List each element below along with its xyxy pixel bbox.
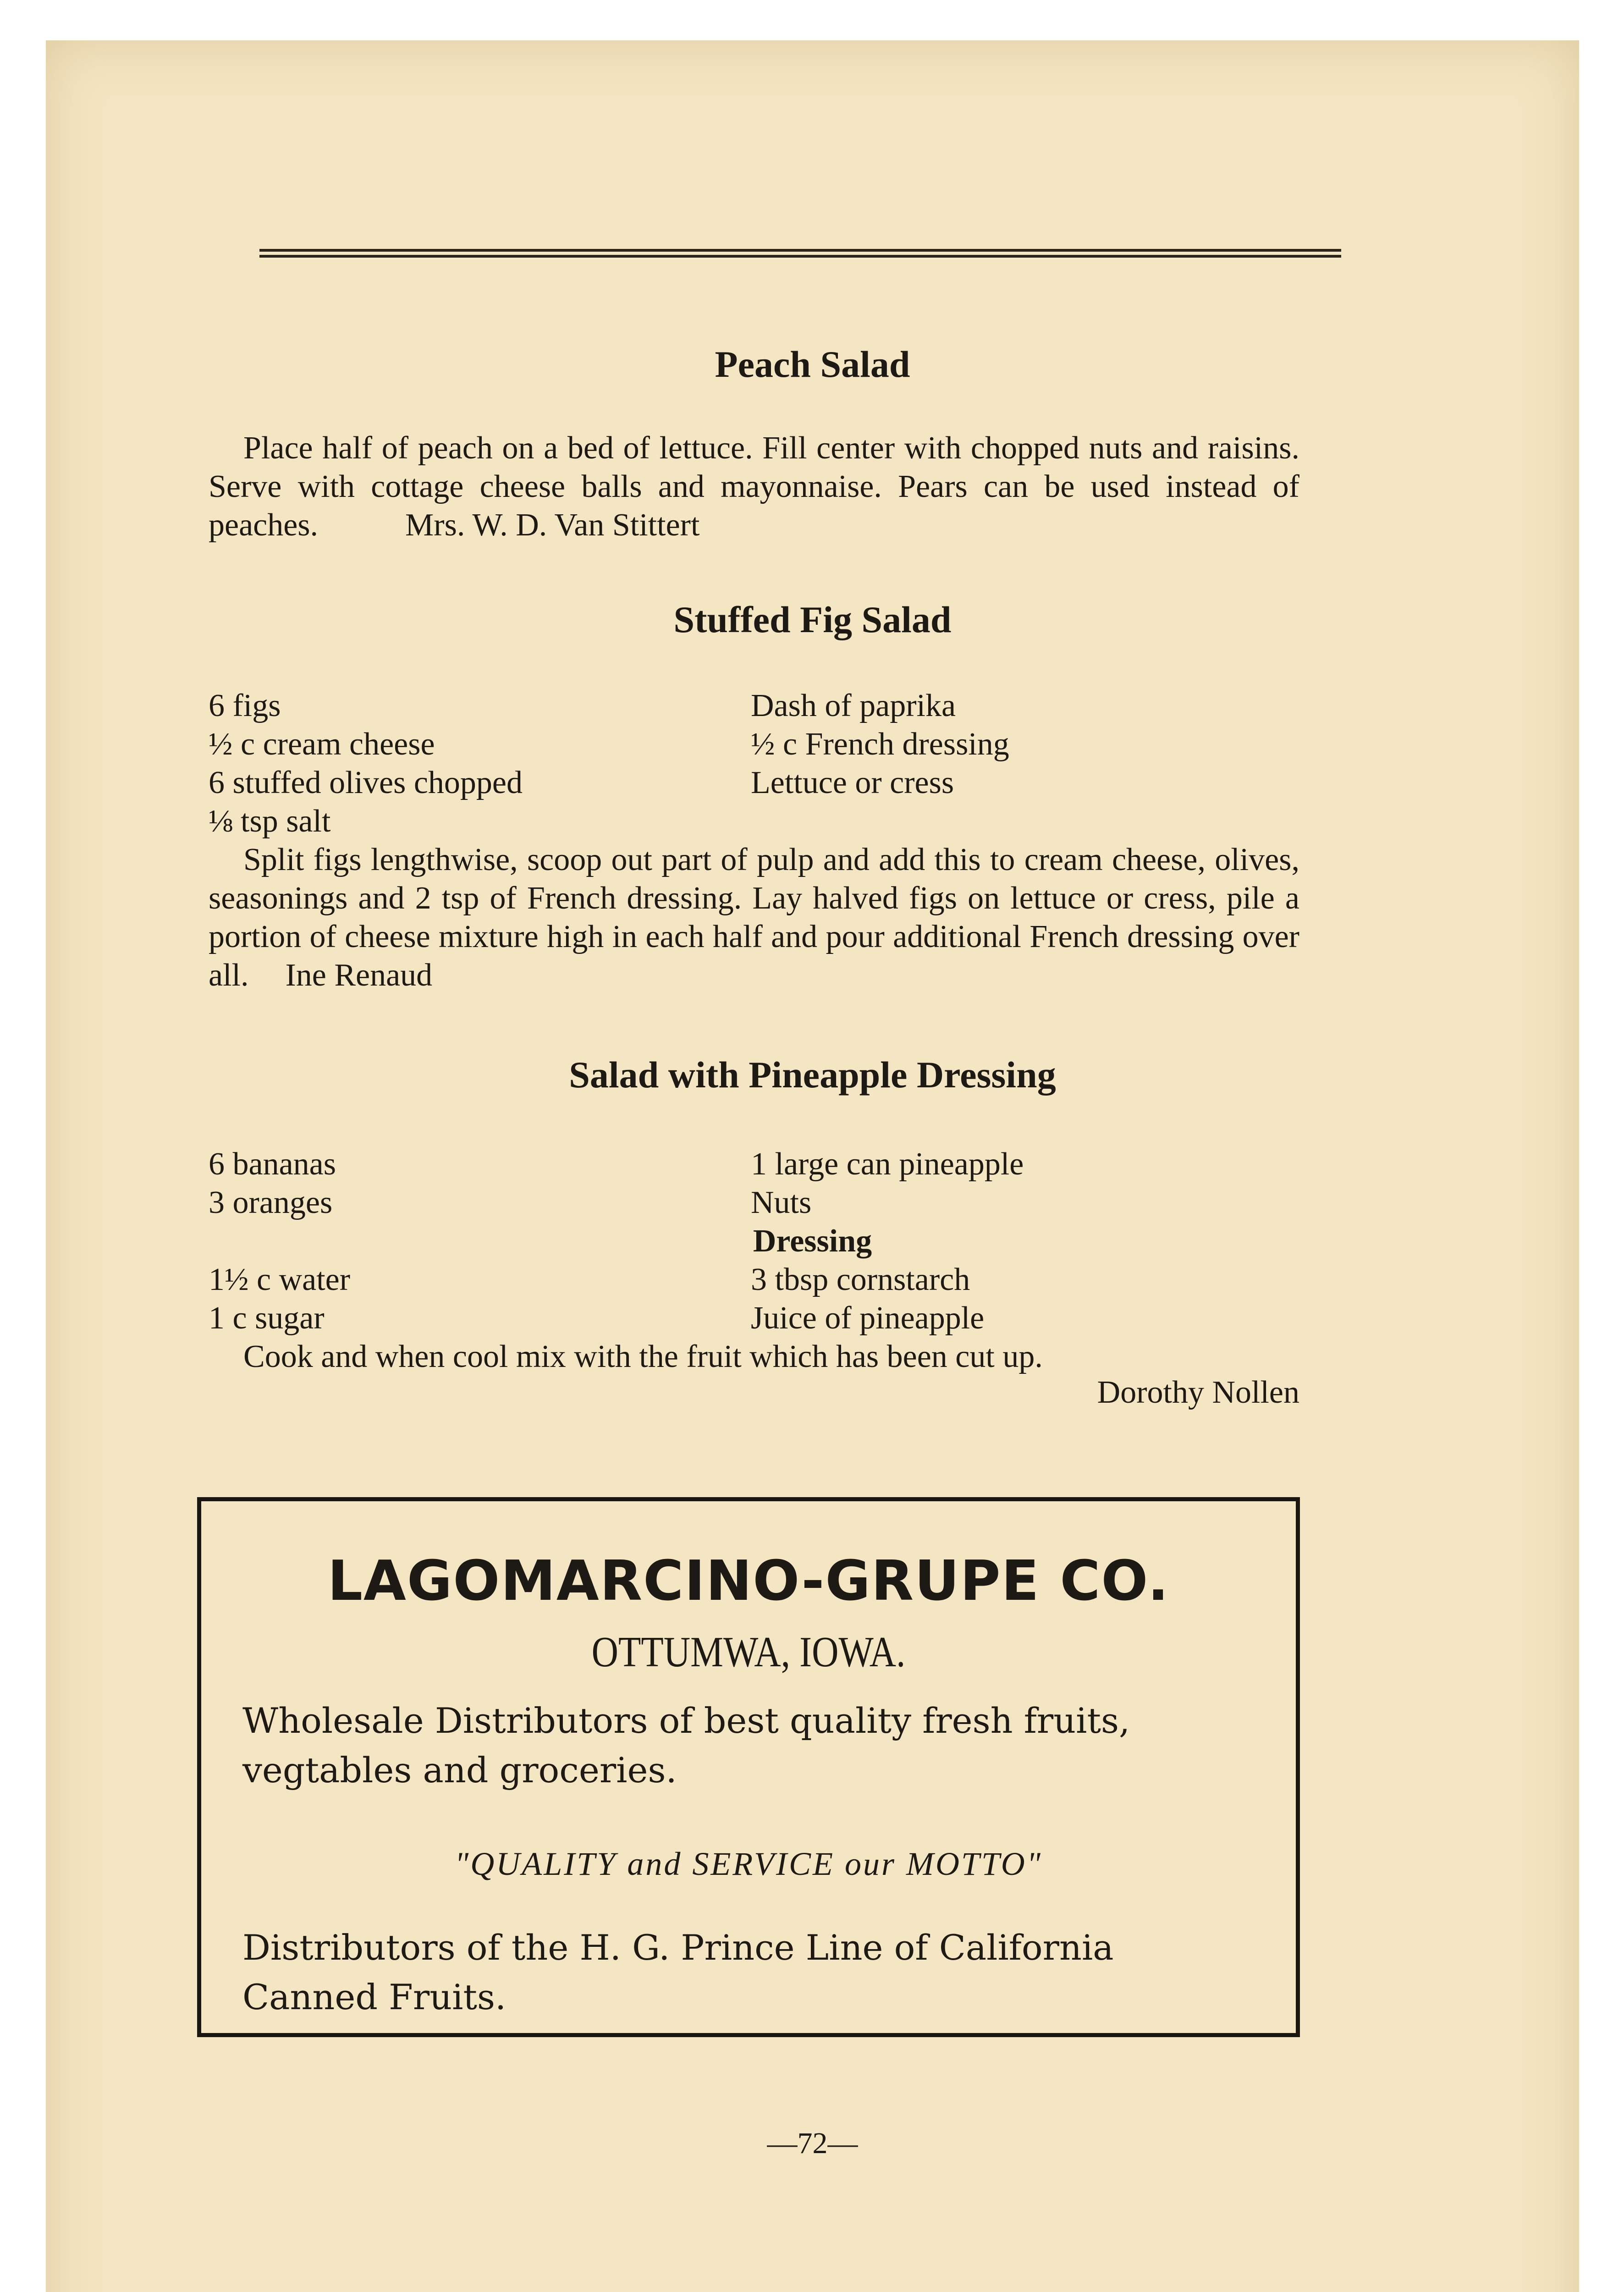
top-double-rule bbox=[259, 249, 1341, 252]
ad-company-name: LAGOMARCINO-GRUPE CO. bbox=[327, 1549, 1170, 1613]
ad-description: Wholesale Distributors of best quality fresh fruits, vegtables and groceries. bbox=[242, 1700, 1130, 1791]
fig-ingredient: 6 stuffed olives chopped bbox=[209, 765, 523, 800]
fig-salad-instructions: Split figs lengthwise, scoop out part of pulp and add this to cream cheese, olives, seasonings and 2 tsp of French dressing. Lay halved figs on lettuce or cress, pile a portion of cheese mixture high in each half and pour additional French dressing over all. bbox=[209, 842, 1299, 993]
fig-ingredient: ½ c cream cheese bbox=[209, 727, 435, 762]
dressing-ingredient: 1 c sugar bbox=[209, 1300, 325, 1336]
pineapple-ingredient: 3 oranges bbox=[209, 1185, 333, 1220]
ad-distributor-line: Distributors of the H. G. Prince Line of California Canned Fruits. bbox=[242, 1927, 1114, 2017]
pineapple-salad-author: Dorothy Nollen bbox=[1097, 1375, 1299, 1410]
pineapple-salad-title: Salad with Pineapple Dressing bbox=[569, 1054, 1056, 1096]
pineapple-ingredient: 6 bananas bbox=[209, 1146, 336, 1182]
dressing-subheading: Dressing bbox=[753, 1223, 872, 1259]
dressing-ingredient: 3 tbsp cornstarch bbox=[751, 1262, 970, 1297]
peach-salad-title: Peach Salad bbox=[715, 343, 910, 385]
fig-salad-author: Ine Renaud bbox=[285, 958, 433, 993]
fig-ingredient: ½ c French dressing bbox=[751, 727, 1009, 762]
fig-ingredient: Dash of paprika bbox=[751, 688, 956, 723]
peach-salad-instructions: Place half of peach on a bed of lettuce. Fill center with chopped nuts and raisins. Serve with cottage cheese balls and mayonnaise. Pears can be used instead of peaches. bbox=[209, 430, 1299, 543]
advertisement-box bbox=[197, 1497, 1300, 2037]
pineapple-ingredient: Nuts bbox=[751, 1185, 812, 1220]
fig-salad-text bbox=[209, 841, 1299, 995]
peach-salad-author: Mrs. W. D. Van Stittert bbox=[405, 507, 700, 543]
dressing-ingredient: 1½ c water bbox=[209, 1262, 351, 1297]
pineapple-ingredient: 1 large can pineapple bbox=[751, 1146, 1024, 1182]
peach-salad-text bbox=[209, 429, 1299, 545]
dressing-ingredient: Juice of pineapple bbox=[751, 1300, 985, 1336]
ad-city: OTTUMWA, IOWA. bbox=[591, 1628, 906, 1676]
fig-ingredient: ⅛ tsp salt bbox=[209, 804, 331, 839]
ad-motto: "QUALITY and SERVICE our MOTTO" bbox=[455, 1846, 1042, 1882]
book-page bbox=[46, 40, 1579, 2292]
pineapple-salad-instructions: Cook and when cool mix with the fruit which has been cut up. bbox=[243, 1339, 1043, 1374]
stuffed-fig-salad-title: Stuffed Fig Salad bbox=[673, 599, 952, 640]
page-number: —72— bbox=[767, 2127, 858, 2160]
fig-ingredient: Lettuce or cress bbox=[751, 765, 954, 800]
top-double-rule-lower bbox=[259, 255, 1341, 258]
fig-ingredient: 6 figs bbox=[209, 688, 281, 723]
